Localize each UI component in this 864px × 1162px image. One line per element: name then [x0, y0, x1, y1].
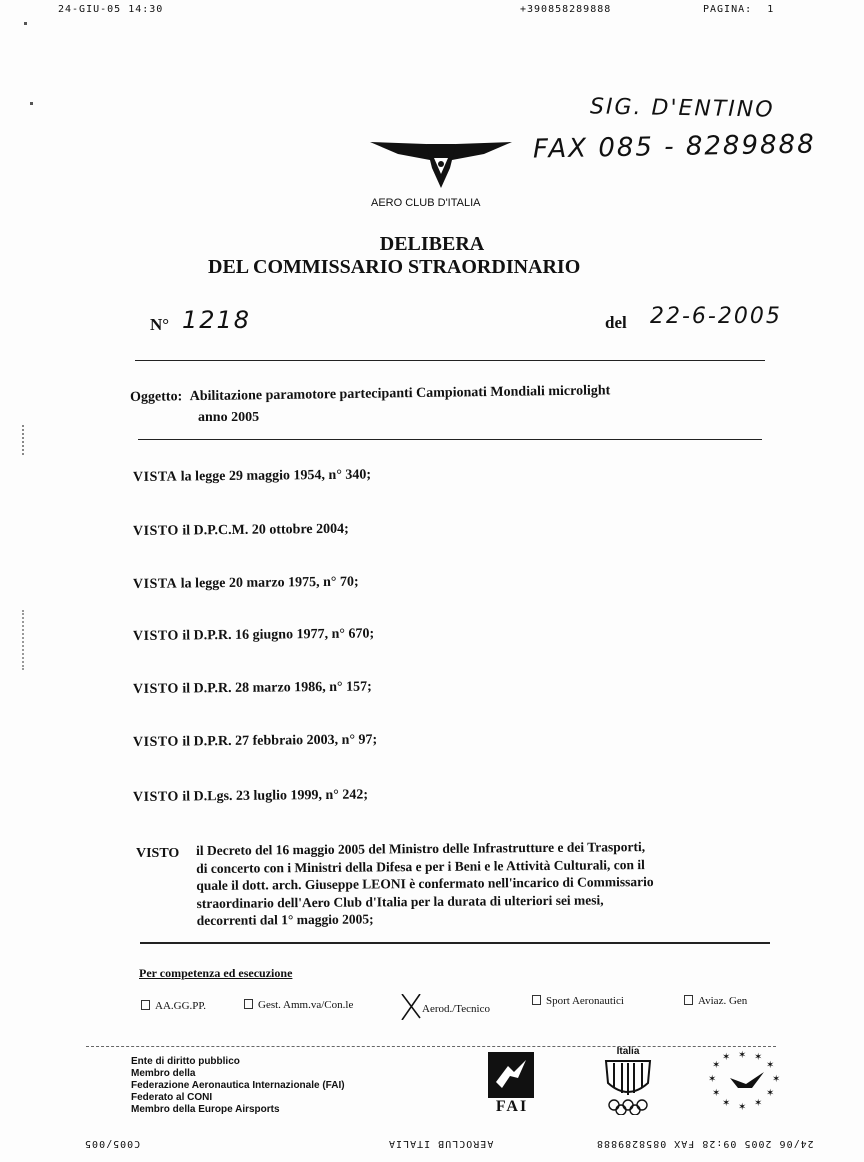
- decision-number: 1218: [182, 306, 252, 334]
- decree-line: quale il dott. arch. Giuseppe LEONI è confermato nell'incarico di Commissario: [196, 874, 654, 893]
- aero-club-logo: [368, 134, 514, 194]
- distribution-option: [244, 999, 353, 1011]
- footer-line: Membro della Europe Airsports: [131, 1104, 280, 1115]
- consideration-item: [133, 522, 349, 540]
- divider: [138, 439, 762, 440]
- svg-text:✶: ✶: [738, 1102, 747, 1112]
- svg-text:✶: ✶: [712, 1060, 721, 1071]
- svg-text:✶: ✶: [712, 1088, 721, 1099]
- consideration-item: [133, 575, 359, 593]
- europe-airsports-logo: [708, 1048, 786, 1112]
- distribution-option: [141, 1000, 206, 1012]
- svg-text:✶: ✶: [766, 1060, 775, 1071]
- fai-eagle-icon: [488, 1052, 534, 1098]
- consideration-keyword: VISTO: [132, 789, 179, 805]
- page-subtitle: DEL COMMISSARIO STRAORDINARIO: [208, 256, 581, 278]
- consideration-keyword: VISTO: [132, 734, 179, 750]
- consideration-keyword: VISTO: [132, 628, 179, 644]
- consideration-keyword: VISTO: [132, 681, 179, 697]
- option-label: Gest. Amm.va/Con.le: [258, 999, 354, 1011]
- svg-text:✶: ✶: [772, 1074, 781, 1085]
- fax-page-number: 1: [767, 4, 775, 15]
- consideration-item: [133, 680, 372, 698]
- bottom-stamp-left: C005/005: [84, 1138, 141, 1149]
- checkbox-icon: [532, 995, 541, 1005]
- checkmark-x-icon: [400, 994, 422, 1018]
- subject-line-1: Abilitazione paramotore partecipanti Campionati Mondiali microlight: [189, 383, 611, 405]
- consideration-keyword: VISTA: [132, 576, 178, 592]
- option-label: AA.GG.PP.: [155, 1000, 207, 1012]
- decree-paragraph: [196, 837, 777, 930]
- decree-line: di concerto con i Ministri della Difesa e per i Beni e le Attività Culturali, con il: [196, 856, 645, 876]
- consideration-item: [133, 468, 371, 486]
- scan-speck: [30, 102, 33, 105]
- fax-page-label: PAGINA:: [703, 4, 753, 15]
- svg-text:✶: ✶: [766, 1088, 775, 1099]
- checkbox-icon: [244, 999, 253, 1009]
- coni-label: Italia: [616, 1046, 640, 1057]
- divider: [135, 360, 765, 361]
- option-label: Aviaz. Gen: [698, 995, 748, 1007]
- checkbox-icon: [684, 995, 693, 1005]
- consideration-text: la legge 20 marzo 1975, n° 70;: [180, 574, 359, 592]
- footer-line: Federazione Aeronautica Internazionale (FAI): [131, 1080, 345, 1091]
- consideration-item: [133, 788, 368, 806]
- subject: [130, 383, 610, 406]
- distribution-option: [684, 995, 747, 1007]
- decree-line: straordinario dell'Aero Club d'Italia per la durata di ulteriori sei mesi,: [196, 891, 604, 911]
- fax-page: [703, 4, 774, 15]
- footer-line: Ente di diritto pubblico: [131, 1056, 240, 1067]
- option-label: Aerod./Tecnico: [422, 1003, 490, 1015]
- fai-label: FAI: [495, 1098, 529, 1115]
- subject-label: Oggetto:: [130, 389, 183, 405]
- fax-phone: +390858289888: [520, 4, 612, 15]
- footer-line: Federato al CONI: [131, 1092, 213, 1103]
- footer-divider: [86, 1046, 776, 1047]
- distribution-option: [532, 995, 624, 1007]
- consideration-item: [133, 626, 374, 645]
- fai-logo: [488, 1052, 536, 1116]
- svg-text:✶: ✶: [738, 1050, 747, 1061]
- consideration-text: il D.P.C.M. 20 ottobre 2004;: [182, 521, 349, 539]
- subject-line-2: anno 2005: [198, 410, 260, 425]
- decision-number-label: N°: [150, 315, 170, 334]
- consideration-keyword: VISTO: [132, 523, 179, 539]
- page-title: DELIBERA: [379, 233, 485, 255]
- svg-text:✶: ✶: [722, 1098, 731, 1109]
- consideration-text: il D.Lgs. 23 luglio 1999, n° 242;: [182, 787, 369, 805]
- svg-text:✶: ✶: [722, 1052, 731, 1063]
- decision-date: 22-6-2005: [650, 304, 782, 329]
- winged-eagle-icon: [368, 134, 514, 194]
- consideration-item: [133, 732, 377, 751]
- consideration-text: la legge 29 maggio 1954, n° 340;: [180, 467, 372, 485]
- bottom-stamp-middle: AEROCLUB ITALIA: [388, 1138, 494, 1149]
- svg-text:✶: ✶: [754, 1098, 763, 1109]
- footer-line: Membro della: [131, 1068, 196, 1079]
- option-label: Sport Aeronautici: [546, 995, 624, 1007]
- scan-artifact: [22, 425, 26, 455]
- consideration-text: il D.P.R. 16 giugno 1977, n° 670;: [182, 626, 375, 644]
- fax-datetime: 24-GIU-05 14:30: [58, 4, 164, 15]
- distribution-heading: Per competenza ed esecuzione: [139, 966, 293, 980]
- handwritten-recipient: SIG. D'ENTINO: [589, 94, 775, 123]
- footer-info: [131, 1056, 345, 1116]
- distribution-option: [400, 994, 490, 1018]
- scan-speck: [24, 22, 27, 25]
- logo-caption: AERO CLUB D'ITALIA: [371, 197, 481, 209]
- decree-line: decorrenti dal 1° maggio 2005;: [196, 911, 374, 928]
- star-ring-icon: [708, 1048, 786, 1112]
- decree-line: il Decreto del 16 maggio 2005 del Ministro delle Infrastrutture e dei Trasporti,: [196, 839, 646, 858]
- consideration-text: il D.P.R. 28 marzo 1986, n° 157;: [182, 679, 372, 697]
- svg-text:✶: ✶: [754, 1052, 763, 1063]
- coni-logo: [602, 1046, 654, 1116]
- decree-keyword: VISTO: [136, 846, 180, 861]
- coni-rings-icon: [602, 1057, 654, 1115]
- handwritten-fax-number: FAX 085 - 8289888: [532, 129, 816, 165]
- consideration-text: il D.P.R. 27 febbraio 2003, n° 97;: [182, 732, 378, 750]
- checkbox-icon: [141, 1000, 150, 1010]
- decision-date-label: del: [605, 313, 627, 332]
- scan-artifact: [22, 610, 26, 670]
- divider: [140, 942, 770, 944]
- bottom-stamp-right: 24/06 2005 09:28 FAX 0858289888: [596, 1138, 814, 1149]
- consideration-keyword: VISTA: [132, 469, 178, 485]
- svg-text:✶: ✶: [708, 1074, 717, 1085]
